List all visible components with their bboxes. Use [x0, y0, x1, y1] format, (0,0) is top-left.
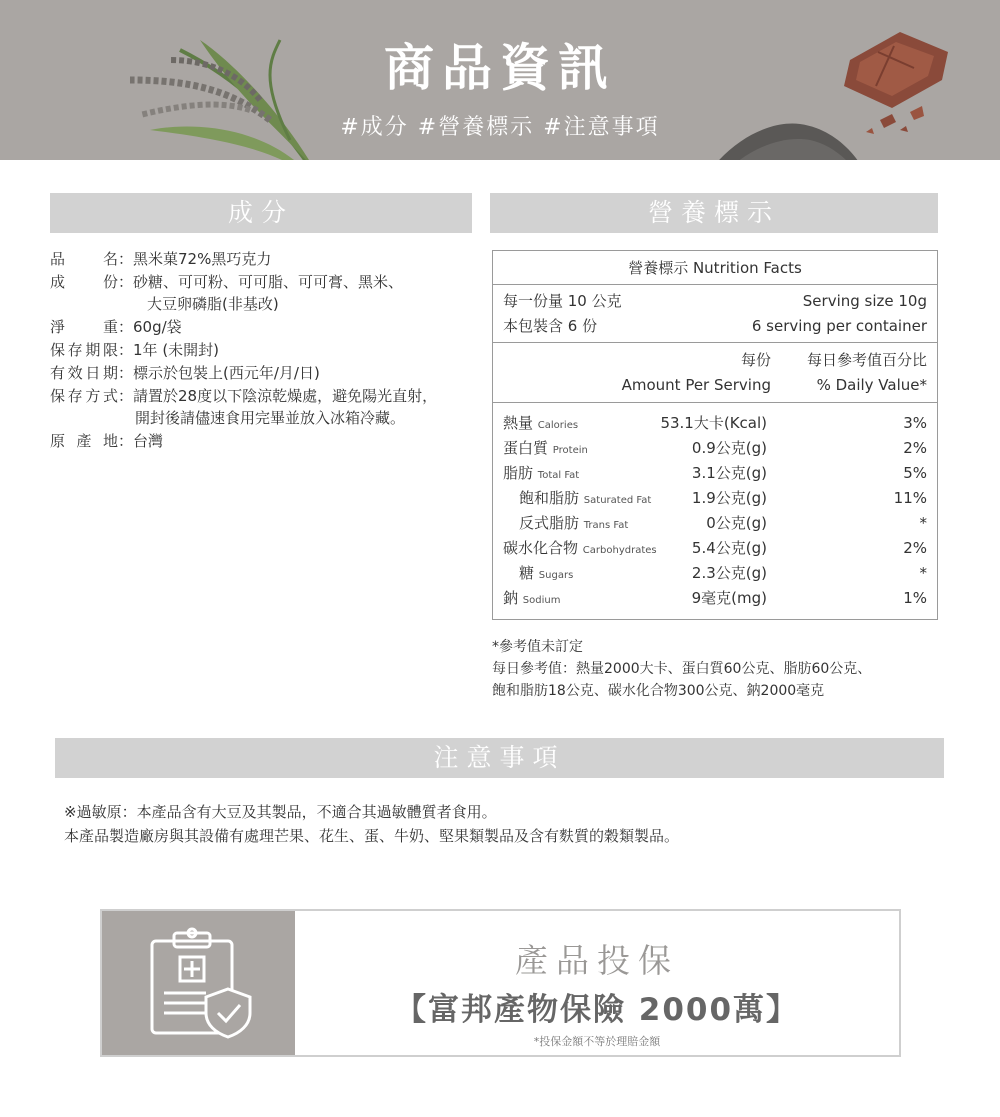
ingredient-label: 品名: [50, 250, 118, 268]
ingredient-row-expiry: 有效日期 ： 標示於包裝上(西元年/月/日): [50, 362, 490, 384]
serving-size-zh: 每一份量 10 公克: [503, 292, 622, 310]
ingredient-row-name: 品名 ： 黑米菓72%黑巧克力: [50, 248, 490, 270]
ingredient-row-composition: 成份 ： 砂糖、可可粉、可可脂、可可膏、黑米、 大豆卵磷脂(非基改): [50, 271, 490, 315]
servings-en: 6 serving per container: [751, 317, 927, 335]
insurance-icon-panel: [102, 911, 295, 1055]
ingredient-value: 1年 (未開封): [133, 341, 220, 359]
nutrient-amount: 2.3公克(g): [691, 564, 767, 582]
col-per-serving-zh: 每份: [740, 351, 771, 369]
nutrient-name-en: Protein: [552, 445, 588, 456]
ingredient-label: 淨重: [50, 318, 118, 336]
page-title: 商品資訊: [384, 39, 616, 97]
nutrition-note: 飽和脂肪18公克、碳水化合物300公克、鈉2000毫克: [492, 683, 825, 699]
nutrition-note: *參考值未訂定: [492, 639, 583, 655]
nutrition-row: [493, 461, 937, 486]
nutrient-name-en: Carbohydrates: [582, 545, 657, 556]
nutrient-daily-value: 1%: [903, 589, 927, 607]
insurance-main: 【富邦產物保險 2000萬】: [394, 992, 800, 1028]
ingredient-value: 請置於28度以下陰涼乾燥處，避免陽光直射，: [133, 387, 438, 405]
nutrient-name: [503, 436, 588, 463]
nutrition-row: [493, 536, 937, 561]
nutrient-amount: 3.1公克(g): [691, 464, 767, 482]
ingredient-value: 開封後請儘速食用完畢並放入冰箱冷藏。: [135, 409, 406, 427]
ingredient-row-origin: 原產地 ： 台灣: [50, 430, 490, 452]
nutrient-amount: 53.1大卡(Kcal): [660, 414, 767, 432]
ingredient-row-weight: 淨重 ： 60g/袋: [50, 316, 490, 338]
nutrient-name-zh: 鈉: [503, 589, 519, 607]
nutrient-amount: 0.9公克(g): [691, 439, 767, 457]
nutrient-amount: 9毫克(mg): [691, 589, 767, 607]
ingredient-label: 有效日期: [50, 364, 118, 382]
nutrient-name-en: Sugars: [538, 570, 574, 581]
col-dv-en: % Daily Value*: [816, 376, 927, 394]
nutrient-amount: 1.9公克(g): [691, 489, 767, 507]
nutrient-name: [503, 411, 578, 438]
nutrition-row: [493, 511, 937, 536]
nutrition-table: [492, 250, 938, 620]
caution-line: 本產品製造廠房與其設備有處理芒果、花生、蛋、牛奶、堅果類製品及含有麩質的穀類製品。: [64, 827, 680, 845]
nutrient-name-zh: 脂肪: [503, 464, 534, 482]
insurance-title: 產品投保: [515, 941, 679, 980]
ingredient-label: 原產地: [50, 432, 118, 450]
nutrient-name-en: Saturated Fat: [583, 495, 652, 506]
serving-size-en: Serving size 10g: [802, 292, 927, 310]
nutrient-name: [519, 511, 628, 538]
nutrient-name-zh: 糖: [519, 564, 535, 582]
nutrient-name-zh: 熱量: [503, 414, 534, 432]
caution-text: [64, 800, 944, 848]
nutrition-row: [493, 436, 937, 461]
nutrient-amount: 5.4公克(g): [691, 539, 767, 557]
col-dv-zh: 每日參考值百分比: [806, 351, 927, 369]
nutrient-name: [503, 586, 560, 613]
ingredient-label: 成份: [50, 273, 118, 291]
ingredient-value: 60g/袋: [133, 318, 182, 336]
nutrition-row: [493, 411, 937, 436]
nutrient-name-en: Total Fat: [537, 470, 580, 481]
ingredient-label: 保存期限: [50, 341, 118, 359]
nutrition-rows: [493, 403, 937, 611]
nutrient-name-zh: 碳水化合物: [503, 539, 579, 557]
nutrition-header: 營養標示: [490, 193, 938, 233]
page-tags: #成分 #營養標示 #注意事項: [340, 115, 660, 140]
nutrient-daily-value: 2%: [903, 539, 927, 557]
insurance-note: *投保金額不等於理賠金額: [533, 1035, 661, 1048]
col-per-serving-en: Amount Per Serving: [621, 376, 771, 394]
nutrient-name: [519, 486, 651, 513]
nutrient-name: [503, 461, 579, 488]
nutrition-row: [493, 486, 937, 511]
nutrient-name: [519, 561, 573, 588]
nutrient-name-en: Trans Fat: [583, 520, 629, 531]
caution-header: 注意事項: [55, 738, 944, 778]
ingredient-value: 標示於包裝上(西元年/月/日): [133, 364, 320, 382]
nutrition-notes: [492, 636, 952, 702]
nutrition-row: [493, 561, 937, 586]
clipboard-shield-icon: [102, 911, 295, 1055]
ingredient-row-storage: 保存方式 ： 請置於28度以下陰涼乾燥處，避免陽光直射， 開封後請儘速食用完畢並放入冰箱冷藏。: [50, 385, 490, 429]
nutrient-name-en: Calories: [537, 420, 579, 431]
nutrient-daily-value: 11%: [893, 489, 927, 507]
nutrition-row: [493, 586, 937, 611]
nutrient-daily-value: 3%: [903, 414, 927, 432]
caution-line: ※過敏原：本產品含有大豆及其製品，不適合其過敏體質者食用。: [64, 803, 497, 821]
nutrient-daily-value: *: [919, 564, 927, 582]
ingredient-label: 保存方式: [50, 387, 118, 405]
ingredients-header: 成分: [50, 193, 472, 233]
ingredient-value: 黑米菓72%黑巧克力: [133, 250, 272, 268]
nutrition-note: 每日參考值：熱量2000大卡、蛋白質60公克、脂肪60公克、: [492, 661, 872, 677]
nutrient-name: [503, 536, 657, 563]
black-rice-pile-icon: [700, 110, 870, 160]
ingredient-value: 大豆卵磷脂(非基改): [147, 295, 279, 313]
insurance-box: [100, 909, 901, 1057]
servings-zh: 本包裝含 6 份: [503, 317, 598, 335]
nutrient-name-zh: 蛋白質: [503, 439, 549, 457]
nutrient-name-zh: 飽和脂肪: [519, 489, 580, 507]
nutrition-table-title: 營養標示 Nutrition Facts: [493, 251, 937, 285]
nutrient-amount: 0公克(g): [706, 514, 767, 532]
nutrient-name-zh: 反式脂肪: [519, 514, 580, 532]
top-banner: [0, 0, 1000, 160]
nutrient-name-en: Sodium: [522, 595, 561, 606]
ingredient-value: 砂糖、可可粉、可可脂、可可膏、黑米、: [133, 273, 404, 291]
nutrient-daily-value: *: [919, 514, 927, 532]
ingredient-value: 台灣: [133, 432, 164, 450]
nutrient-daily-value: 5%: [903, 464, 927, 482]
nutrient-daily-value: 2%: [903, 439, 927, 457]
nutrition-column-headers: [493, 343, 937, 403]
serving-info: [493, 285, 937, 343]
ingredient-row-shelf-life: 保存期限 ： 1年 (未開封): [50, 339, 490, 361]
ingredients-list: [50, 248, 490, 453]
